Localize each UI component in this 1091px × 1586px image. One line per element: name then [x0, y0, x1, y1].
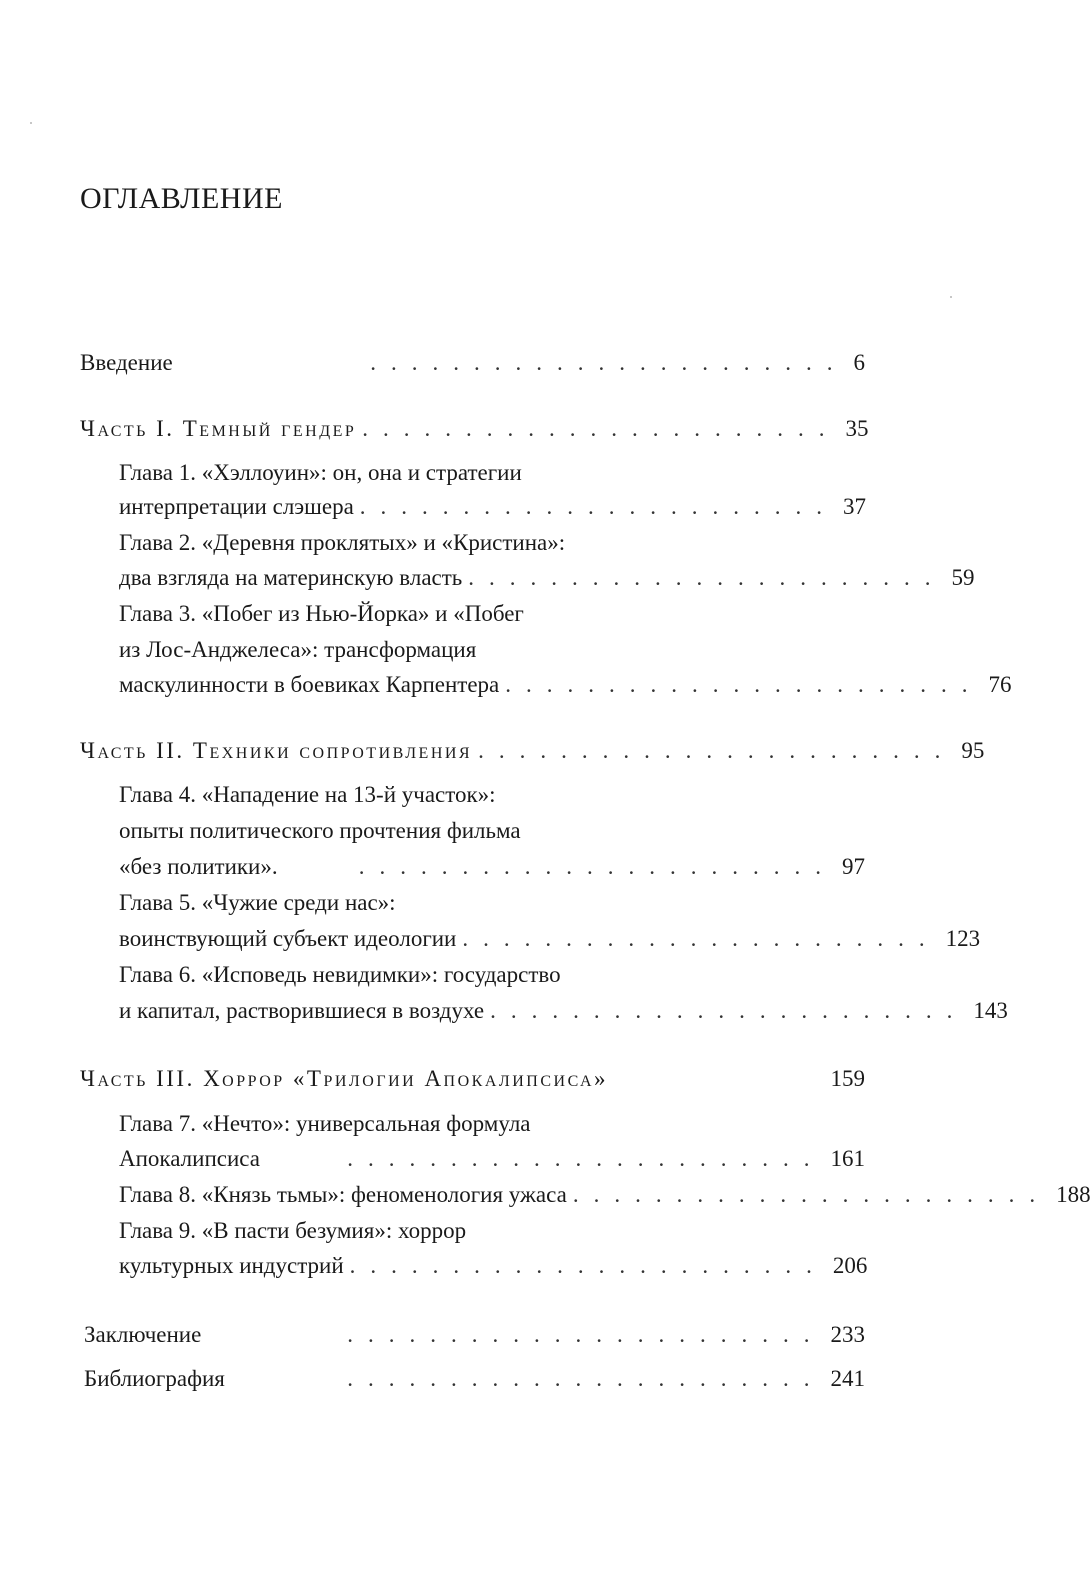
chapter-title-line: Глава 8. «Князь тьмы»: феноменология ужаса [119, 1182, 567, 1207]
dot-leader: ....................... [349, 1253, 827, 1278]
chapter-title-line: маскулинности в боевиках Карпентера [119, 672, 500, 697]
toc-entry-chapter-1[interactable] [119, 457, 522, 489]
toc-entry-part-1[interactable] [80, 413, 869, 445]
chapter-title-line: Апокалипсиса [119, 1146, 260, 1171]
page-number: 233 [830, 1322, 865, 1347]
chapter-title-line: Глава 1. «Хэллоуин»: он, она и стратегии [119, 460, 522, 485]
toc-entry-chapter-3-cont[interactable] [119, 634, 476, 666]
dot-leader: ....................... [505, 672, 983, 697]
dot-leader: ....................... [359, 494, 838, 519]
page-number: 95 [961, 738, 985, 763]
toc-entry-chapter-6[interactable] [119, 959, 561, 991]
toc-entry-chapter-3[interactable] [119, 598, 524, 630]
page-number: 188 [1056, 1182, 1091, 1207]
chapter-title-line: Глава 6. «Исповедь невидимки»: государство [119, 962, 561, 987]
chapter-title-line: опыты политического прочтения фильма [119, 818, 521, 843]
toc-entry-part-2[interactable] [80, 735, 985, 767]
chapter-title-line: воинствующий субъект идеологии [119, 926, 457, 951]
dot-leader: ....................... [347, 1366, 825, 1391]
page-number: 123 [945, 926, 981, 951]
dot-leader: ....................... [468, 565, 946, 590]
toc-entry-chapter-2-cont[interactable] [119, 562, 975, 594]
chapter-title-line: и капитал, растворившиеся в воздухе [119, 998, 485, 1023]
chapter-title-line: Глава 9. «В пасти безумия»: хоррор [119, 1218, 467, 1243]
toc-entry-chapter-7-cont[interactable] [119, 1143, 865, 1175]
toc-entry-chapter-7[interactable] [119, 1108, 531, 1140]
dot-leader: ....................... [370, 350, 848, 375]
page-number: 59 [951, 565, 975, 590]
entry-title: Библиография [84, 1366, 225, 1391]
part-title: Часть II. Техники сопротивления [80, 738, 473, 763]
part-title: Часть III. Хоррор «Трилогии Апокалипсиса» [80, 1066, 609, 1091]
page-number: 143 [973, 998, 1008, 1023]
dot-leader: ....................... [347, 1146, 825, 1171]
toc-entry-introduction[interactable] [80, 347, 865, 379]
toc-entry-chapter-6-cont[interactable] [119, 995, 1008, 1027]
page-number: 206 [832, 1253, 868, 1278]
entry-title: Заключение [84, 1322, 202, 1347]
dot-leader: ....................... [478, 738, 956, 763]
dot-leader: ....................... [462, 926, 940, 951]
toc-entry-chapter-8[interactable] [119, 1179, 1091, 1211]
page-number: 241 [830, 1366, 865, 1391]
chapter-title-line: Глава 7. «Нечто»: универсальная формула [119, 1111, 531, 1136]
chapter-title-line: культурных индустрий [119, 1253, 344, 1278]
toc-entry-chapter-1-cont[interactable] [119, 491, 865, 523]
chapter-title-line: «без политики». [119, 854, 278, 879]
dot-leader: ....................... [490, 998, 968, 1023]
page-number: 37 [843, 494, 867, 519]
chapter-title-line: Глава 5. «Чужие среди нас»: [119, 890, 396, 915]
toc-entry-chapter-9[interactable] [119, 1215, 466, 1247]
toc-entry-part-3[interactable] [80, 1063, 865, 1095]
chapter-title-line: Глава 2. «Деревня проклятых» и «Кристина»: [119, 530, 566, 555]
chapter-title-line: два взгляда на материнскую власть [119, 565, 463, 590]
chapter-title-line: Глава 4. «Нападение на 13-й участок»: [119, 782, 496, 807]
toc-entry-chapter-4-cont[interactable] [119, 815, 521, 847]
entry-title: Введение [80, 350, 173, 375]
dot-leader: ....................... [362, 416, 840, 441]
toc-entry-chapter-5[interactable] [119, 887, 396, 919]
toc-entry-chapter-4-cont2[interactable] [119, 851, 865, 883]
page-number: 97 [842, 854, 865, 879]
toc-entry-conclusion[interactable] [84, 1319, 865, 1351]
dot-leader: ....................... [572, 1182, 1051, 1207]
part-title: Часть I. Темный гендер [80, 416, 357, 441]
chapter-title-line: из Лос-Анджелеса»: трансформация [119, 637, 477, 662]
page-number: 159 [830, 1066, 865, 1091]
dot-leader: ....................... [347, 1322, 825, 1347]
toc-entry-bibliography[interactable] [84, 1363, 865, 1395]
toc-entry-chapter-2[interactable] [119, 527, 565, 559]
toc-entry-chapter-5-cont[interactable] [119, 923, 981, 955]
page-number: 6 [853, 350, 865, 375]
toc-entry-chapter-4[interactable] [119, 779, 496, 811]
page-number: 35 [845, 416, 869, 441]
chapter-title-line: интерпретации слэшера [119, 494, 354, 519]
dot-leader: ....................... [358, 854, 836, 879]
chapter-title-line: Глава 3. «Побег из Нью-Йорка» и «Побег [119, 601, 524, 626]
page-title: ОГЛАВЛЕНИЕ [80, 182, 283, 215]
toc-entry-chapter-3-cont2[interactable] [119, 669, 1012, 701]
toc-entry-chapter-9-cont[interactable] [119, 1250, 868, 1282]
page-number: 76 [988, 672, 1012, 697]
page-number: 161 [830, 1146, 865, 1171]
